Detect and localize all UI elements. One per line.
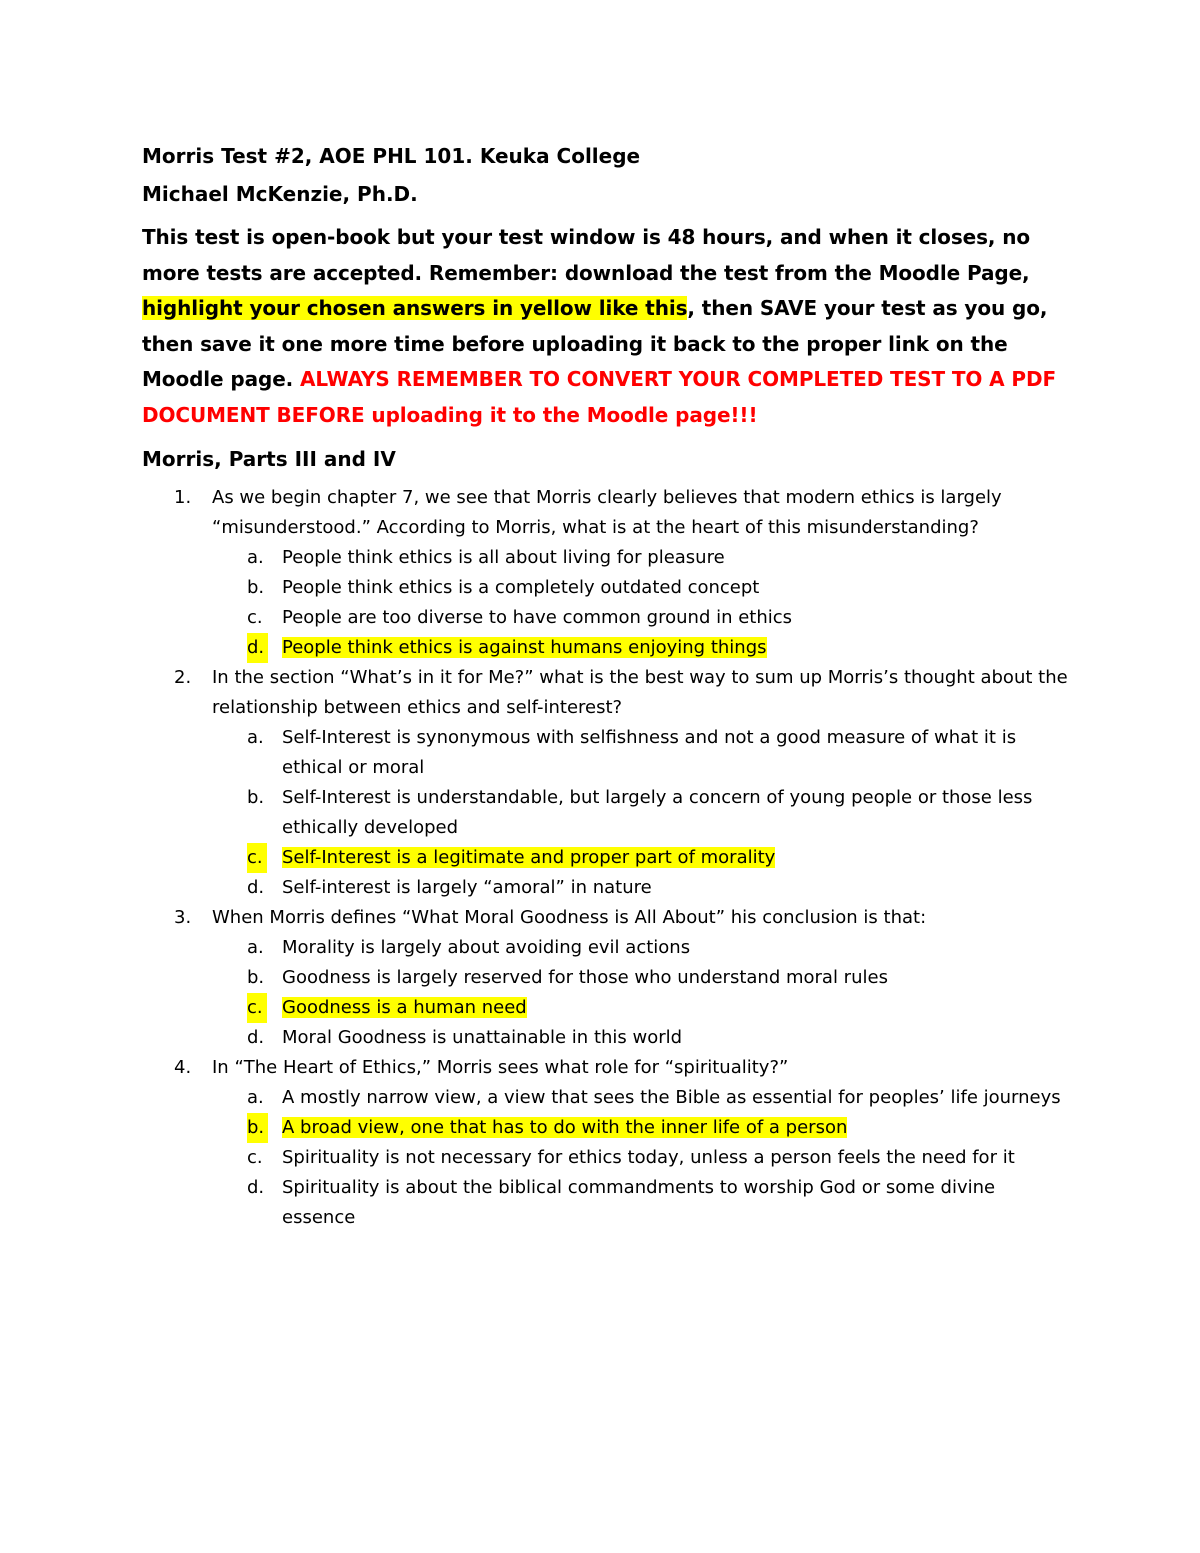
answer-option[interactable] (212, 1083, 1072, 1113)
answer-option[interactable] (212, 783, 1072, 843)
option-letter: c. (247, 993, 267, 1023)
question-text: When Morris defines “What Moral Goodness is All About” his conclusion is that: (212, 907, 927, 928)
option-text: Self-interest is largely “amoral” in nature (282, 877, 652, 898)
question-number: 1. (174, 487, 192, 508)
option-text: Goodness is largely reserved for those who understand moral rules (282, 967, 888, 988)
option-letter: c. (247, 843, 267, 873)
option-letter: a. (247, 937, 264, 958)
option-text: A mostly narrow view, a view that sees the Bible as essential for peoples’ life journeys (282, 1087, 1061, 1108)
question-1 (142, 483, 1072, 663)
answer-option[interactable] (212, 723, 1072, 783)
answer-option[interactable] (212, 873, 1072, 903)
question-number: 3. (174, 907, 192, 928)
question-text: As we begin chapter 7, we see that Morris clearly believes that modern ethics is largely “misunderstood.” According to Morris, what is at the heart of this misunderstanding? (212, 487, 1002, 538)
option-letter: b. (247, 967, 265, 988)
option-letter: a. (247, 727, 264, 748)
option-letter: b. (247, 787, 265, 808)
document-title: Morris Test #2, AOE PHL 101. Keuka College (142, 144, 641, 168)
question-number: 2. (174, 667, 192, 688)
option-letter: d. (247, 1177, 265, 1198)
option-text: People are too diverse to have common ground in ethics (282, 607, 793, 628)
answer-option-selected[interactable] (212, 843, 1072, 873)
option-text: People think ethics is against humans enjoying things (282, 637, 767, 658)
question-number: 4. (174, 1057, 192, 1078)
option-text: People think ethics is a completely outdated concept (282, 577, 760, 598)
answer-option-selected[interactable] (212, 993, 1072, 1023)
option-text: Morality is largely about avoiding evil actions (282, 937, 691, 958)
answer-options (212, 1083, 1072, 1233)
option-letter: d. (247, 877, 265, 898)
question-text: In “The Heart of Ethics,” Morris sees what role for “spirituality?” (212, 1057, 789, 1078)
answer-option[interactable] (212, 1173, 1072, 1233)
question-3 (142, 903, 1072, 1053)
option-text: Goodness is a human need (282, 997, 527, 1018)
answer-option[interactable] (212, 1023, 1072, 1053)
question-2 (142, 663, 1072, 903)
option-text: Self-Interest is synonymous with selfishness and not a good measure of what it is ethical or moral (282, 727, 1017, 778)
option-letter: d. (247, 1027, 265, 1048)
answer-option[interactable] (212, 543, 1072, 573)
answer-option[interactable] (212, 603, 1072, 633)
option-letter: a. (247, 1087, 264, 1108)
option-text: Spirituality is about the biblical commandments to worship God or some divine essence (282, 1177, 996, 1228)
answer-options (212, 723, 1072, 903)
option-letter: c. (247, 607, 263, 628)
option-text: Self-Interest is a legitimate and proper part of morality (282, 847, 776, 868)
option-text: Spirituality is not necessary for ethics today, unless a person feels the need for it (282, 1147, 1015, 1168)
pdf-warning: ALWAYS REMEMBER TO CONVERT YOUR COMPLETED TEST TO A PDF DOCUMENT BEFORE uploading it to the Moodle page!!! (142, 367, 1057, 427)
option-letter: b. (247, 1113, 268, 1143)
option-letter: d. (247, 633, 268, 663)
author-name: Michael McKenzie, Ph.D. (142, 182, 418, 206)
document-content (142, 142, 1072, 1233)
answer-options (212, 543, 1072, 663)
option-text: A broad view, one that has to do with the inner life of a person (282, 1117, 848, 1138)
answer-option[interactable] (212, 573, 1072, 603)
question-text: In the section “What’s in it for Me?” what is the best way to sum up Morris’s thought about the relationship between ethics and self-interest? (212, 667, 1068, 718)
answer-option[interactable] (212, 1143, 1072, 1173)
instructions-text-2: , then SAVE your test as you go, then save it one more time before uploading it back to the proper link on the Moodle page. (142, 296, 1048, 391)
answer-option[interactable] (212, 933, 1072, 963)
option-letter: b. (247, 577, 265, 598)
option-text: Self-Interest is understandable, but largely a concern of young people or those less ethically developed (282, 787, 1033, 838)
section-title: Morris, Parts III and IV (142, 447, 396, 471)
test-instructions (142, 220, 1072, 433)
instructions-text-1: This test is open-book but your test window is 48 hours, and when it closes, no more tests are accepted. Remember: download the test from the Moodle Page, (142, 225, 1031, 285)
answer-option-selected[interactable] (212, 633, 1072, 663)
option-text: People think ethics is all about living for pleasure (282, 547, 725, 568)
option-letter: c. (247, 1147, 263, 1168)
question-4 (142, 1053, 1072, 1233)
option-text: Moral Goodness is unattainable in this world (282, 1027, 683, 1048)
question-list (142, 483, 1072, 1233)
highlight-example: highlight your chosen answers in yellow like this (142, 296, 688, 320)
answer-options (212, 933, 1072, 1053)
answer-option-selected[interactable] (212, 1113, 1072, 1143)
answer-option[interactable] (212, 963, 1072, 993)
option-letter: a. (247, 547, 264, 568)
